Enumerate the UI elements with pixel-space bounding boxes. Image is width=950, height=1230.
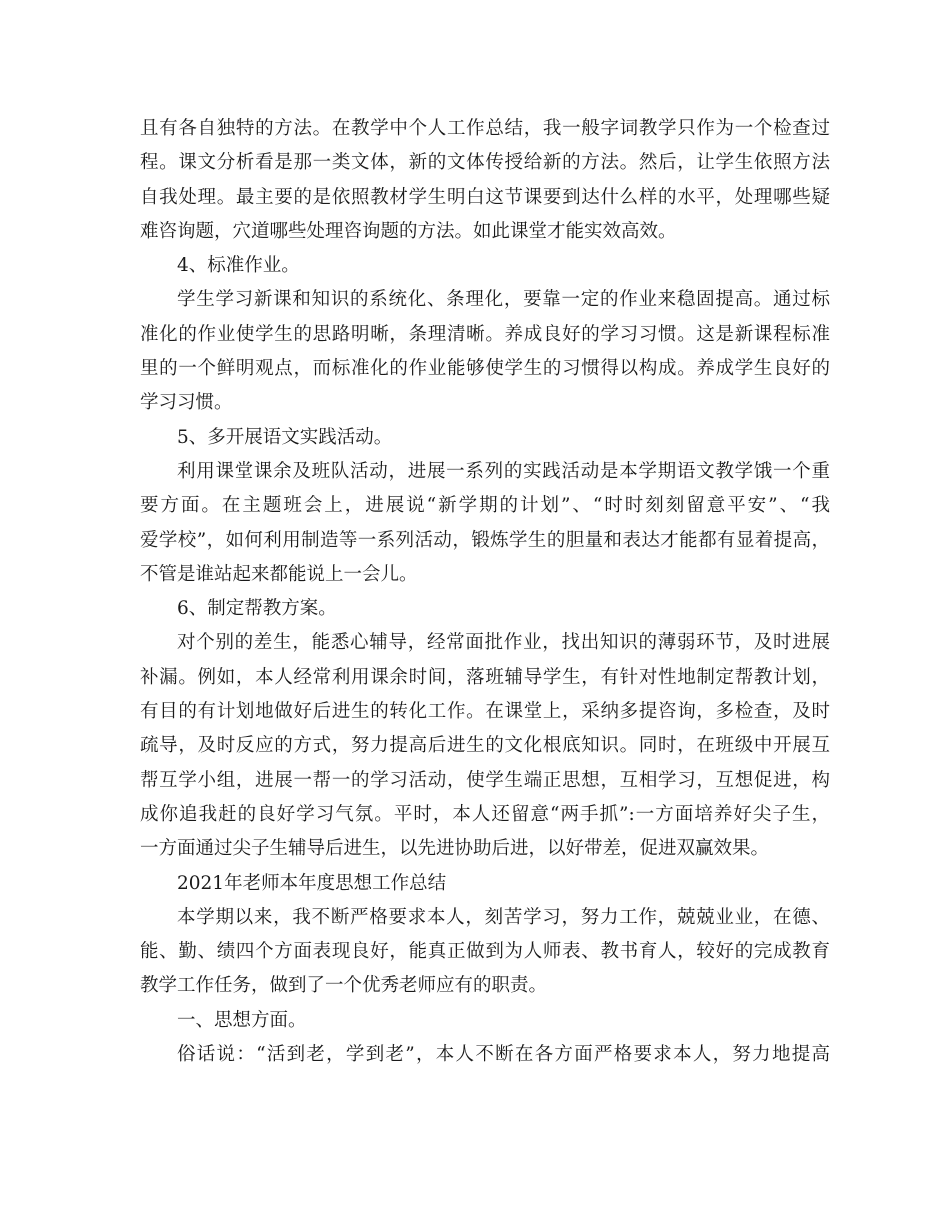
text-line: 学习习惯。 xyxy=(140,392,233,414)
text-line: 难咨询题，穴道哪些处理咨询题的方法。如此课堂才能实效高效。 xyxy=(140,220,677,242)
text-line: 教学工作任务，做到了一个优秀老师应有的职责。 xyxy=(140,975,548,997)
document-body xyxy=(140,112,830,1072)
text-line: 要方面。在主题班会上，进展说“新学期的计划”、“时时刻刻留意平安”、“我 xyxy=(140,495,830,517)
text-line: 准化的作业使学生的思路明晰，条理清晰。养成良好的学习习惯。这是新课程标准 xyxy=(140,323,830,345)
text-line: 里的一个鲜明观点，而标准化的作业能够使学生的习惯得以构成。养成学生良好的 xyxy=(140,358,830,380)
text-line: 能、勤、绩四个方面表现良好，能真正做到为人师表、教书育人，较好的完成教育 xyxy=(140,941,830,963)
text-line: 6、制定帮教方案。 xyxy=(177,598,337,620)
text-line: 自我处理。最主要的是依照教材学生明白这节课要到达什么样的水平，处理哪些疑 xyxy=(140,186,830,208)
text-line: 学生学习新课和知识的系统化、条理化，要靠一定的作业来稳固提高。通过标 xyxy=(177,289,830,311)
text-line: 2021年老师本年度思想工作总结 xyxy=(177,872,447,894)
text-line: 5、多开展语文实践活动。 xyxy=(177,426,393,448)
text-line: 补漏。例如，本人经常利用课余时间，落班辅导学生，有针对性地制定帮教计划， xyxy=(140,666,830,688)
text-line: 成你追我赶的良好学习气氛。平时，本人还留意“两手抓”:一方面培养好尖子生， xyxy=(140,803,830,825)
text-line: 利用课堂课余及班队活动，进展一系列的实践活动是本学期语文教学饿一个重 xyxy=(177,460,830,482)
text-line: 对个别的差生，能悉心辅导，经常面批作业，找出知识的薄弱环节，及时进展 xyxy=(177,632,830,654)
text-line: 帮互学小组，进展一帮一的学习活动，使学生端正思想，互相学习，互想促进，构 xyxy=(140,769,830,791)
text-line: 一、思想方面。 xyxy=(177,1009,307,1031)
text-line: 有目的有计划地做好后进生的转化工作。在课堂上，采纳多提咨询，多检查，及时 xyxy=(140,701,830,723)
text-line: 疏导，及时反应的方式，努力提高后进生的文化根底知识。同时，在班级中开展互 xyxy=(140,735,830,757)
text-line: 不管是谁站起来都能说上一会儿。 xyxy=(140,563,418,585)
text-line: 一方面通过尖子生辅导后进生，以先进协助后进，以好带差，促进双赢效果。 xyxy=(140,838,770,860)
text-line: 俗话说：“活到老，学到老”，本人不断在各方面严格要求本人，努力地提高 xyxy=(177,1044,830,1066)
text-line: 4、标准作业。 xyxy=(177,255,300,277)
text-line: 程。课文分析看是那一类文体，新的文体传授给新的方法。然后，让学生依照方法 xyxy=(140,152,830,174)
text-line: 且有各自独特的方法。在教学中个人工作总结，我一般字词教学只作为一个检查过 xyxy=(140,118,830,139)
text-line: 爱学校”，如何利用制造等一系列活动，锻炼学生的胆量和表达才能都有显着提高， xyxy=(140,529,830,551)
text-line: 本学期以来，我不断严格要求本人，刻苦学习，努力工作，兢兢业业，在德、 xyxy=(177,906,830,928)
